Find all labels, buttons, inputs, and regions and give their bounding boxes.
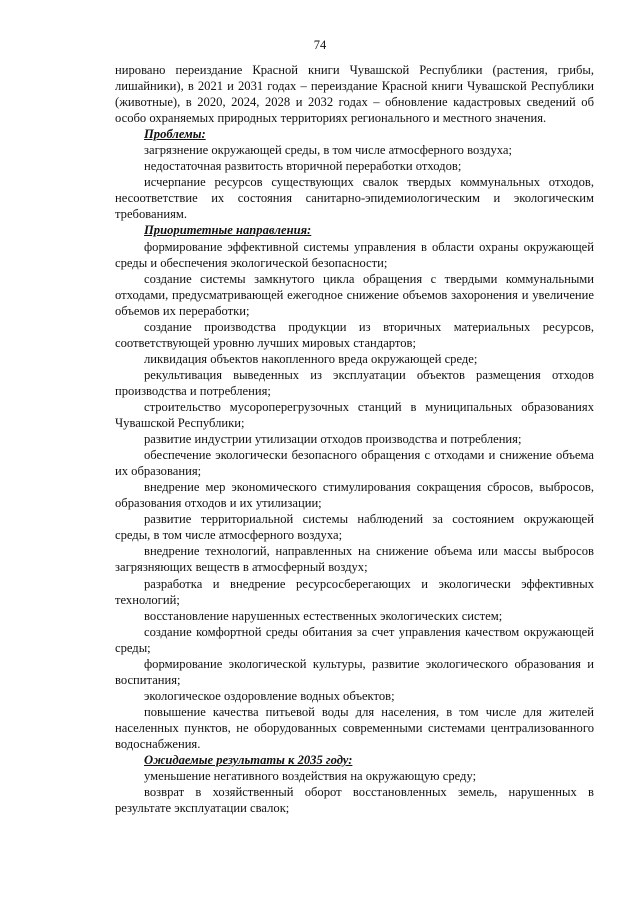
problems-list — [115, 142, 594, 222]
priorities-heading — [115, 222, 594, 238]
priorities-list — [115, 239, 594, 753]
problem-item: исчерпание ресурсов существующих свалок твердых коммунальных отходов, несоответствие их состояния санитарно-эпидемиологическим и экологическим требованиям. — [115, 175, 594, 222]
problems-heading-text: Проблемы: — [144, 127, 206, 142]
priority-item: создание комфортной среды обитания за счет управления качеством окружающей среды; — [115, 624, 594, 655]
priority-item: рекультивация выведенных из эксплуатации объектов размещения отходов производства и потребления; — [115, 367, 594, 398]
problem-item: недостаточная развитость вторичной переработки отходов; — [144, 159, 462, 174]
priorities-heading-text: Приоритетные направления: — [144, 223, 312, 238]
document-body — [115, 62, 594, 816]
result-item: уменьшение негативного воздействия на окружающую среду; — [144, 769, 477, 784]
priority-item: создание производства продукции из вторичных материальных ресурсов, соответствующей уровню лучших мировых стандартов; — [115, 319, 594, 350]
priority-item: строительство мусороперегрузочных станций в муниципальных образованиях Чувашской Республики; — [115, 399, 594, 431]
priority-item: формирование эффективной системы управления в области охраны окружающей среды и обеспечения экологической безопасности; — [115, 239, 594, 270]
results-list — [115, 768, 594, 816]
priority-item: разработка и внедрение ресурсосберегающих и экологически эффективных технологий; — [115, 576, 594, 607]
priority-item: формирование экологической культуры, развитие экологического образования и воспитания; — [115, 656, 594, 687]
intro-paragraph: нировано переиздание Красной книги Чувашской Республики (растения, грибы, лишайники), в 2021 и 2031 годах – переиздание Красной книги Чувашской Республики (животные), в 2020, 2024, 2028 и 2032 годах – обновление кадастровых сведений об особо охраняемых природных территориях регионального и местного значения. — [115, 63, 594, 126]
page-number: 74 — [313, 38, 327, 52]
priority-item: ликвидация объектов накопленного вреда окружающей среде; — [144, 351, 478, 366]
problem-item: загрязнение окружающей среды, в том числе атмосферного воздуха; — [144, 143, 512, 158]
priority-item: экологическое оздоровление водных объектов; — [144, 688, 395, 703]
priority-item: внедрение мер экономического стимулирования сокращения сбросов, выбросов, образования отходов и их утилизации; — [115, 480, 594, 511]
priority-item: развитие индустрии утилизации отходов производства и потребления; — [144, 432, 522, 447]
priority-item: внедрение технологий, направленных на снижение объема или массы выбросов загрязняющих веществ в атмосферный воздух; — [115, 544, 594, 575]
priority-item: создание системы замкнутого цикла обращения с твердыми коммунальными отходами, предусматривающей ежегодное снижение объемов захоронения и увеличение объемов их переработки; — [115, 271, 594, 318]
priority-item: повышение качества питьевой воды для населения, в том числе для жителей населенных пунктов, не оборудованных современными системами централизованного водоснабжения. — [115, 704, 594, 751]
priority-item: развитие территориальной системы наблюдений за состоянием окружающей среды, в том числе атмосферного воздуха; — [115, 512, 594, 543]
results-heading — [115, 752, 594, 768]
priority-item: восстановление нарушенных естественных экологических систем; — [144, 608, 503, 623]
result-item: возврат в хозяйственный оборот восстановленных земель, нарушенных в результате эксплуатации свалок; — [115, 785, 594, 816]
results-heading-text: Ожидаемые результаты к 2035 году: — [144, 753, 353, 768]
priority-item: обеспечение экологически безопасного обращения с отходами и снижение объема их образования; — [115, 448, 594, 479]
problems-heading — [115, 126, 594, 142]
